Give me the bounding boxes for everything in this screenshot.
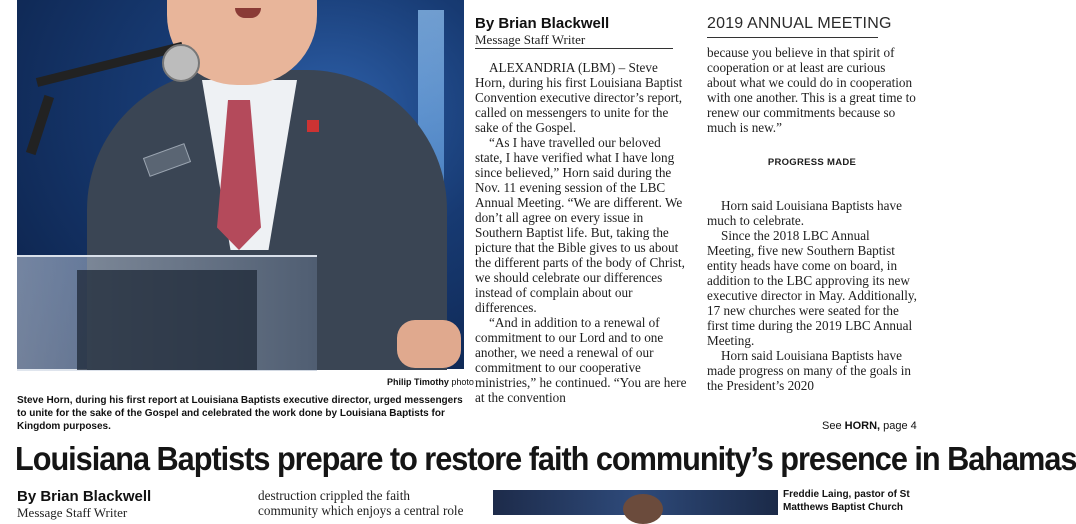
byline-role: Message Staff Writer <box>475 32 586 47</box>
jump-word: HORN, <box>844 420 881 432</box>
byline-role: Message Staff Writer <box>17 505 128 520</box>
byline-second <box>17 488 151 521</box>
paragraph: “As I have travelled our beloved state, I have verified what I have long since believed,” Horn said during the Nov. 11 evening session of the LBC Annual Meeting. “We are different. We don’t all agree on every issue in Southern Baptist life. But, taking the picture that the Bible gives to us about the different parts of the body of Christ, we should celebrate our differences instead of complain about our differences. <box>475 135 685 315</box>
speaker-hand <box>397 320 461 368</box>
lapel-pin <box>307 120 319 132</box>
microphone-stand <box>26 95 54 155</box>
photo-credit-name: Philip Timothy <box>387 377 449 387</box>
microphone-icon <box>162 44 200 82</box>
headline: Louisiana Baptists prepare to restore faith community’s presence in Bahamas <box>15 440 1076 477</box>
byline-rule <box>475 48 673 49</box>
paragraph: Horn said Louisiana Baptists have much to celebrate. <box>707 198 902 228</box>
kicker-rule <box>707 37 878 38</box>
photo-credit <box>387 377 474 387</box>
article-column-2 <box>707 45 917 393</box>
article-column-1 <box>475 60 691 405</box>
paragraph: “And in addition to a renewal of commitment to our Lord and to one another, we need a renewal of our commitment to our cooperative ministries,” he continued. “You are here at the convention <box>475 315 687 405</box>
paragraph: ALEXANDRIA (LBM) – Steve Horn, during his first Louisiana Baptist Convention executive director’s report, called on messengers to unite for the sake of the Gospel. <box>475 60 683 135</box>
paragraph: Horn said Louisiana Baptists have made progress on many of the goals in the President’s 2020 <box>707 348 911 393</box>
pastor-photo-caption: Freddie Laing, pastor of St Matthews Baptist Church <box>783 489 910 513</box>
byline-name: By Brian Blackwell <box>17 488 152 505</box>
photo-caption: Steve Horn, during his first report at Louisiana Baptists executive director, urged messengers to unite for the sake of the Gospel and celebrated the work done by Louisiana Baptists for Kingdom purposes. <box>17 395 463 432</box>
byline-name: By Brian Blackwell <box>475 15 610 32</box>
jump-see: See <box>822 420 842 432</box>
paragraph: Since the 2018 LBC Annual Meeting, five new Southern Baptist entity heads have come on board, in addition to the LBC approving its new executive director in May. Additionally, 17 new churches were seated for the first time during the 2019 LBC Annual Meeting. <box>707 228 917 348</box>
jump-line <box>822 420 917 432</box>
subhead: PROGRESS MADE <box>767 157 857 168</box>
lectern-base <box>77 270 257 370</box>
photo-credit-suffix: photo <box>451 377 474 387</box>
speaker-photo <box>17 0 464 369</box>
jump-page: page 4 <box>883 420 917 432</box>
pastor-face <box>623 494 663 524</box>
section-kicker: 2019 ANNUAL MEETING <box>707 15 892 32</box>
byline <box>475 15 609 48</box>
paragraph: because you believe in that spirit of cooperation or at least are curious about what we could do in cooperation with one another. This is a great time to renew our commitments because so much is new.” <box>707 45 916 135</box>
article-column-3: destruction crippled the faith community which enjoys a central role <box>258 488 464 518</box>
pastor-photo <box>493 490 778 515</box>
